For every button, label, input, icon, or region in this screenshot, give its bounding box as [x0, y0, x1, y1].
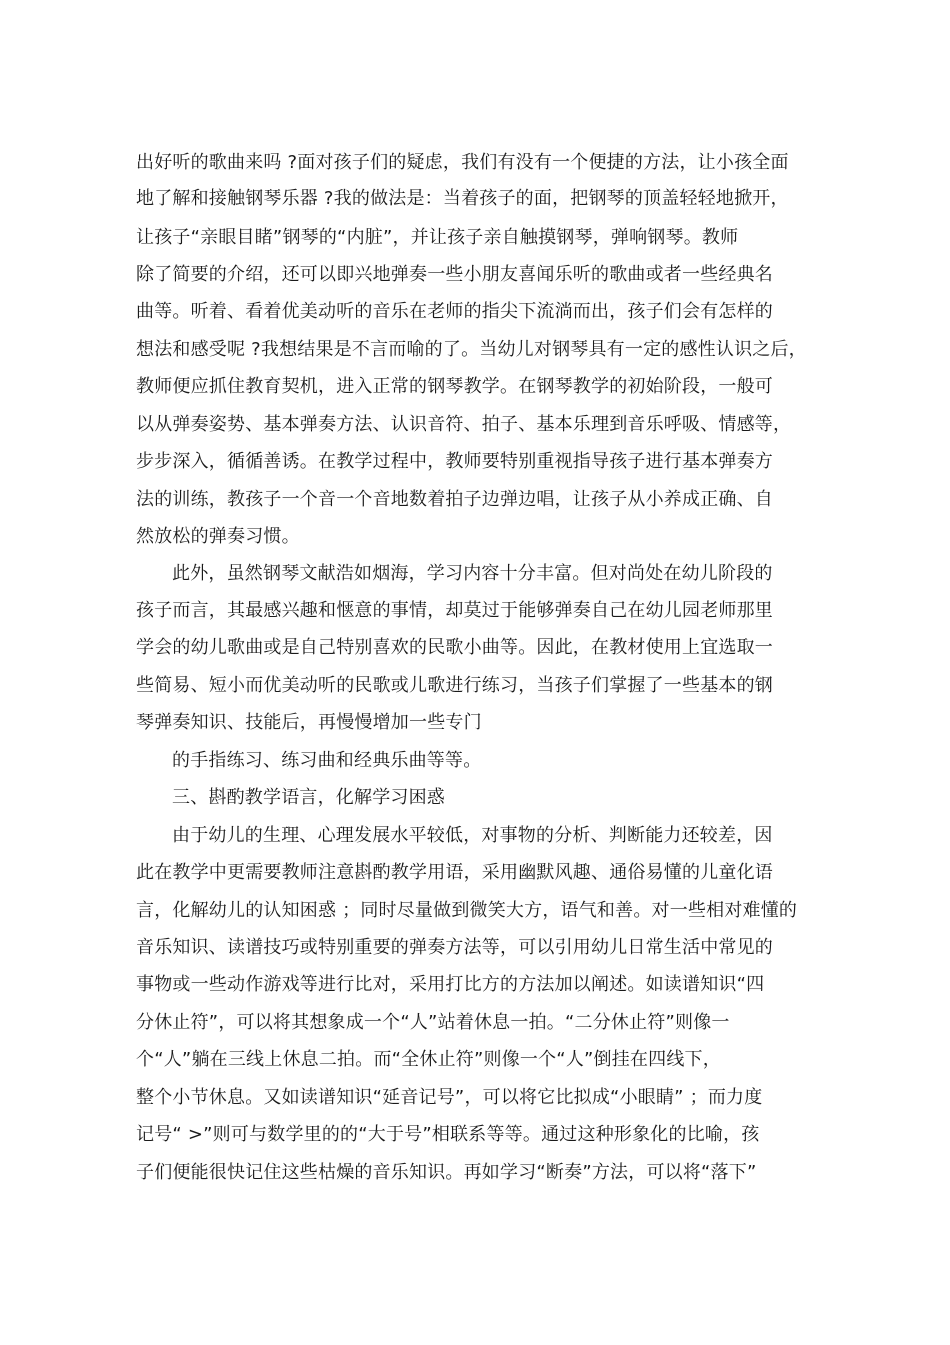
text-line: 个“人”躺在三线上休息二拍。而“全休止符”则像一个“人”倒挂在四线下， [136, 1049, 721, 1070]
text-line: 想法和感受呢 ?我想结果是不言而喻的了。当幼儿对钢琴具有一定的感性认识之后， [136, 339, 807, 360]
text-line: 记号“ >”则可与数学里的的“大于号”相联系等等。通过这种形象化的比喻，孩 [136, 1124, 760, 1145]
text-line: 然放松的弹奏习惯。 [136, 526, 300, 547]
text-line: 学会的幼儿歌曲或是自己特别喜欢的民歌小曲等。因此，在教材使用上宜选取一 [136, 637, 773, 658]
text-line: 分休止符”，可以将其想象成一个“人”站着休息一拍。“二分休止符”则像一 [136, 1012, 730, 1033]
paragraph-start-line: 此外，虽然钢琴文献浩如烟海，学习内容十分丰富。但对尚处在幼儿阶段的 [172, 563, 773, 584]
text-line: 以从弹奏姿势、基本弹奏方法、认识音符、拍子、基本乐理到音乐呼吸、情感等， [136, 414, 792, 435]
text-line: 的手指练习、练习曲和经典乐曲等等。 [172, 750, 482, 771]
text-line: 让孩子“亲眼目睹”钢琴的“内脏”，并让孩子亲自触摸钢琴，弹响钢琴。教师 [136, 227, 739, 248]
text-line: 步步深入，循循善诱。在教学过程中，教师要特别重视指导孩子进行基本弹奏方 [136, 451, 773, 472]
text-line: 子们便能很快记住这些枯燥的音乐知识。再如学习“断奏”方法，可以将“落下” [136, 1162, 757, 1183]
text-line: 音乐知识、读谱技巧或特别重要的弹奏方法等，可以引用幼儿日常生活中常见的 [136, 937, 773, 958]
text-line: 些简易、短小而优美动听的民歌或儿歌进行练习，当孩子们掌握了一些基本的钢 [136, 675, 773, 696]
text-line: 地了解和接触钢琴乐器 ?我的做法是：当着孩子的面，把钢琴的顶盖轻轻地掀开， [136, 188, 789, 209]
text-line: 言，化解幼儿的认知困惑 ；同时尽量做到微笑大方，语气和善。对一些相对难懂的 [136, 900, 798, 921]
text-line: 琴弹奏知识、技能后，再慢慢增加一些专门 [136, 712, 482, 733]
text-line: 法的训练，教孩子一个音一个音地数着拍子边弹边唱，让孩子从小养成正确、自 [136, 489, 773, 510]
text-line: 曲等。听着、看着优美动听的音乐在老师的指尖下流淌而出，孩子们会有怎样的 [136, 301, 773, 322]
paragraph-start-line: 由于幼儿的生理、心理发展水平较低，对事物的分析、判断能力还较差，因 [172, 825, 773, 846]
text-line: 除了简要的介绍，还可以即兴地弹奏一些小朋友喜闻乐听的歌曲或者一些经典名 [136, 264, 773, 285]
text-line: 孩子而言，其最感兴趣和惬意的事情，却莫过于能够弹奏自己在幼儿园老师那里 [136, 600, 773, 621]
section-heading: 三、斟酌教学语言，化解学习困惑 [172, 787, 445, 808]
text-line: 教师便应抓住教育契机，进入正常的钢琴教学。在钢琴教学的初始阶段，一般可 [136, 376, 773, 397]
text-line: 出好听的歌曲来吗 ?面对孩子们的疑虑，我们有没有一个便捷的方法，让小孩全面 [136, 152, 789, 173]
text-line: 事物或一些动作游戏等进行比对，采用打比方的方法加以阐述。如读谱知识“四 [136, 974, 765, 995]
text-line: 此在教学中更需要教师注意斟酌教学用语，采用幽默风趣、通俗易懂的儿童化语 [136, 862, 773, 883]
text-line: 整个小节休息。又如读谱知识“延音记号”，可以将它比拟成“小眼睛” ；而力度 [136, 1087, 763, 1108]
